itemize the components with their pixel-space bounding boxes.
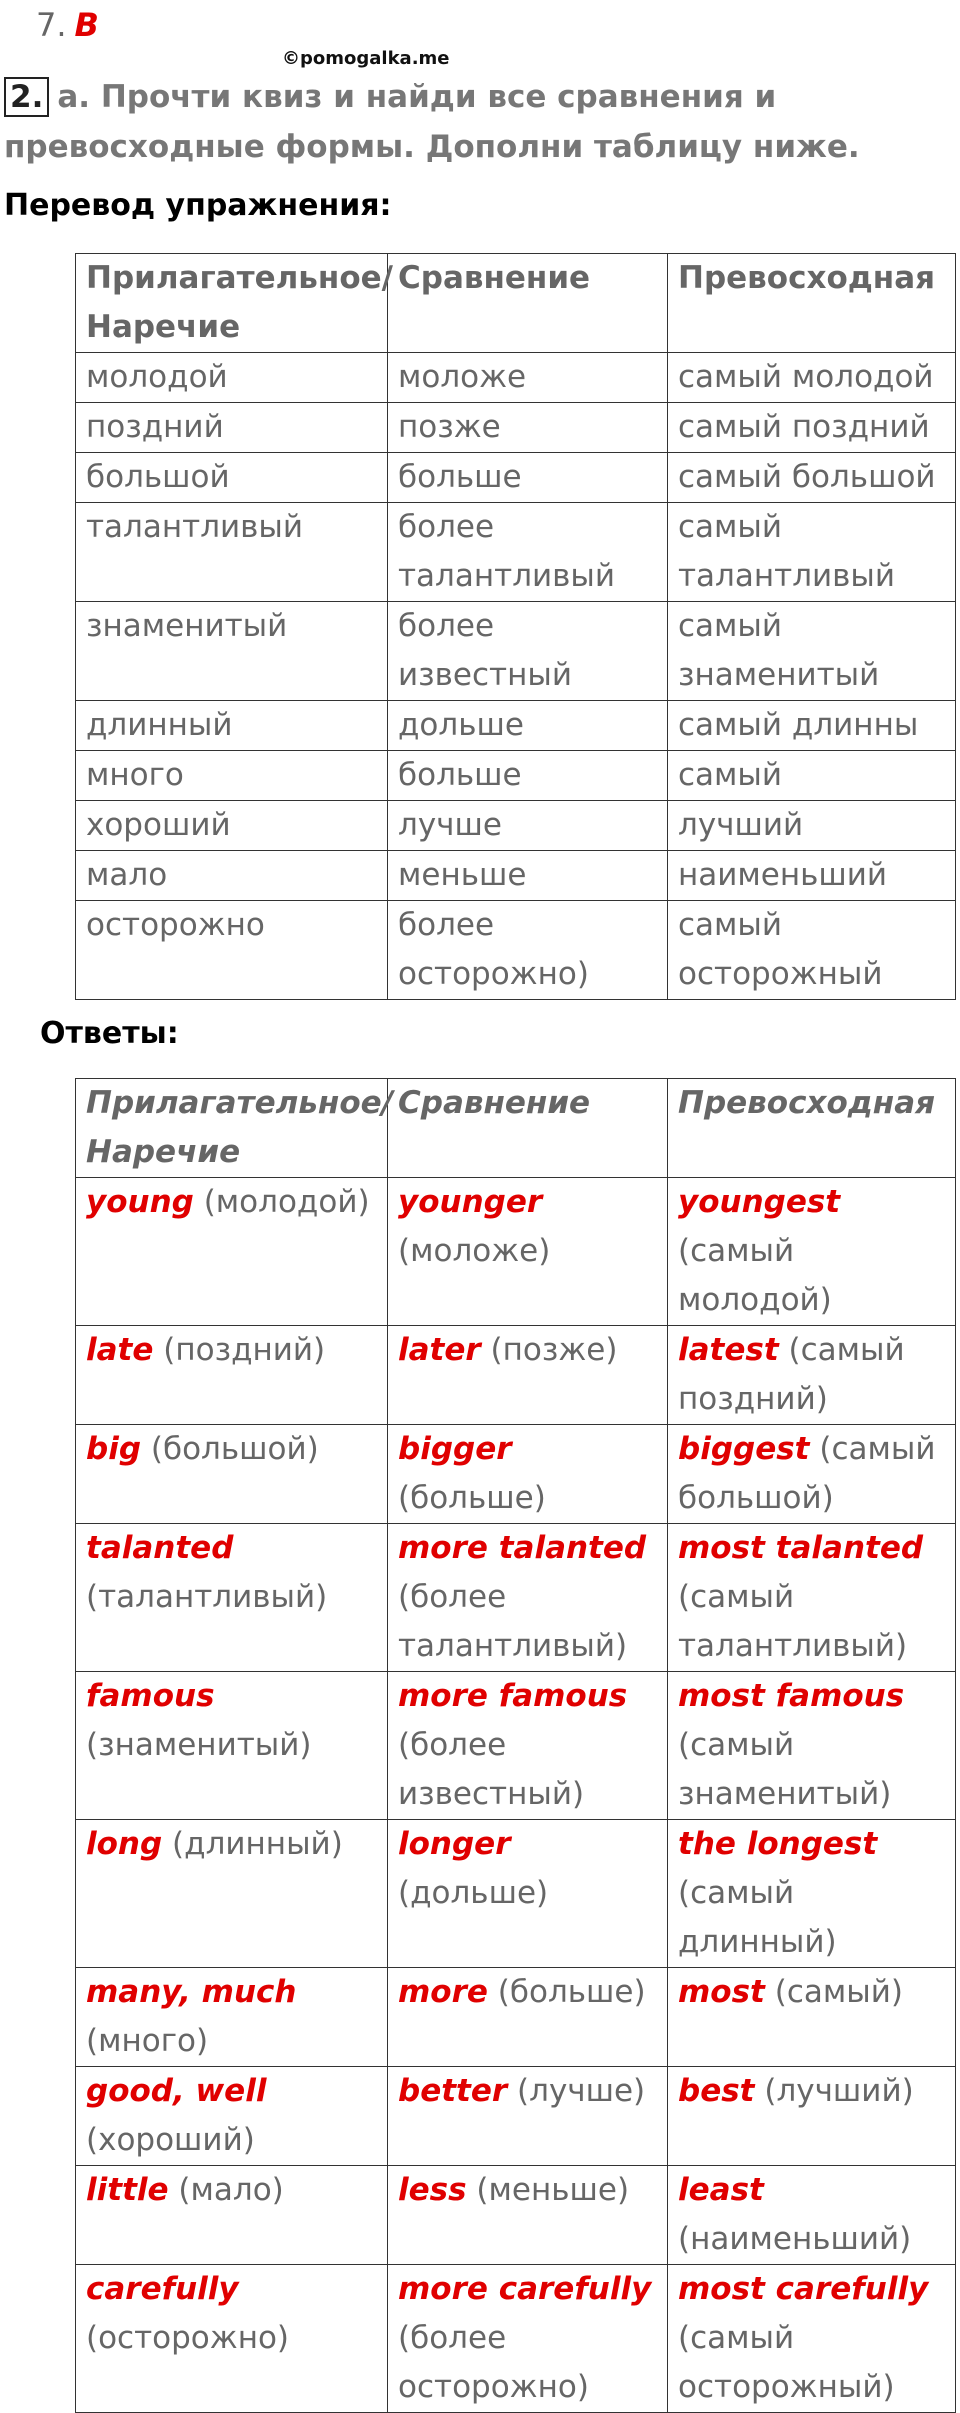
translation-row	[76, 751, 956, 801]
answer-english: the longest	[678, 1826, 878, 1862]
translation-cell: знаменитый	[76, 602, 388, 701]
answers-cell	[76, 1178, 388, 1326]
answers-cell	[76, 2166, 388, 2265]
answers-header-row	[76, 1079, 956, 1178]
answer-english: bigger	[398, 1431, 512, 1467]
answer-russian: (более осторожно)	[398, 2320, 589, 2405]
translation-header-cell: Прилагательное/ Наречие	[76, 254, 388, 353]
translation-header-cell: Превосходная	[668, 254, 956, 353]
translation-cell: много	[76, 751, 388, 801]
answers-cell	[76, 1968, 388, 2067]
answers-table	[75, 1078, 956, 2413]
answers-cell	[388, 1524, 668, 1672]
translation-cell: мало	[76, 851, 388, 901]
answers-cell	[76, 1425, 388, 1524]
answers-row	[76, 1968, 956, 2067]
answers-row	[76, 1524, 956, 1672]
answer-russian: (самый знаменитый)	[678, 1727, 892, 1812]
answer-english: least	[678, 2172, 764, 2208]
task-text: a. Прочти квиз и найди все сравнения и превосходные формы. Дополни таблицу ниже.	[4, 79, 860, 165]
answer-russian: (самый)	[774, 1974, 903, 2010]
answers-header-cell: Сравнение	[388, 1079, 668, 1178]
translation-cell: лучший	[668, 801, 956, 851]
answer-english: youngest	[678, 1184, 841, 1220]
answer-russian: (дольше)	[398, 1875, 549, 1911]
translation-header-cell: Сравнение	[388, 254, 668, 353]
translation-cell: более осторожно)	[388, 901, 668, 1000]
answers-cell	[76, 1326, 388, 1425]
answers-cell	[388, 1178, 668, 1326]
translation-cell: хороший	[76, 801, 388, 851]
answer-russian: (поздний)	[163, 1332, 326, 1368]
translation-cell: лучше	[388, 801, 668, 851]
watermark: ©pomogalka.me	[282, 48, 450, 69]
answer-russian: (больше)	[398, 1480, 546, 1516]
translation-row	[76, 503, 956, 602]
answer-english: long	[86, 1826, 163, 1862]
answer-english: biggest	[678, 1431, 810, 1467]
answer-english: later	[398, 1332, 481, 1368]
answer-russian: (много)	[86, 2023, 209, 2059]
translation-cell: меньше	[388, 851, 668, 901]
answers-cell	[76, 2265, 388, 2413]
answers-cell	[76, 2067, 388, 2166]
translation-cell: самый большой	[668, 453, 956, 503]
translation-cell: талантливый	[76, 503, 388, 602]
answer-english: better	[398, 2073, 508, 2109]
answer-russian: (самый длинный)	[678, 1875, 837, 1960]
answer-english: more	[398, 1974, 488, 2010]
answer-russian: (талантливый)	[86, 1579, 328, 1615]
translation-row	[76, 453, 956, 503]
answer-english: more famous	[398, 1678, 628, 1714]
answer-english: most famous	[678, 1678, 905, 1714]
translation-cell: более талантливый	[388, 503, 668, 602]
answers-header-cell: Превосходная	[668, 1079, 956, 1178]
answer-english: longer	[398, 1826, 511, 1862]
answers-cell	[668, 2166, 956, 2265]
answer-english: best	[678, 2073, 755, 2109]
answers-cell	[388, 1820, 668, 1968]
answers-cell	[668, 1326, 956, 1425]
answers-row	[76, 2265, 956, 2413]
answer-russian: (лучший)	[764, 2073, 914, 2109]
answer-russian: (самый талантливый)	[678, 1579, 908, 1664]
answers-cell	[76, 1820, 388, 1968]
answer-english: talanted	[86, 1530, 234, 1566]
answer-russian: (более талантливый)	[398, 1579, 628, 1664]
translation-cell: самый знаменитый	[668, 602, 956, 701]
translation-cell: самый поздний	[668, 403, 956, 453]
translation-cell: больше	[388, 453, 668, 503]
translation-row	[76, 353, 956, 403]
answer-english: less	[398, 2172, 467, 2208]
translation-cell: самый осторожный	[668, 901, 956, 1000]
answer-english: little	[86, 2172, 169, 2208]
answer-english: more carefully	[398, 2271, 652, 2307]
answer-russian: (большой)	[150, 1431, 319, 1467]
translation-cell: поздний	[76, 403, 388, 453]
answers-row	[76, 1178, 956, 1326]
answer-english: latest	[678, 1332, 779, 1368]
answers-cell	[76, 1672, 388, 1820]
answers-cell	[76, 1524, 388, 1672]
translation-cell: самый талантливый	[668, 503, 956, 602]
translation-cell: позже	[388, 403, 668, 453]
answers-row	[76, 2166, 956, 2265]
answer-russian: (больше)	[497, 1974, 646, 2010]
exercise-number: 7.	[36, 6, 67, 44]
answers-cell	[388, 2265, 668, 2413]
translation-cell: моложе	[388, 353, 668, 403]
translation-row	[76, 403, 956, 453]
answer-russian: (длинный)	[172, 1826, 343, 1862]
translation-cell: наименьший	[668, 851, 956, 901]
answer-russian: (позже)	[490, 1332, 618, 1368]
answers-header-cell: Прилагательное/ Наречие	[76, 1079, 388, 1178]
translation-cell: дольше	[388, 701, 668, 751]
answers-cell	[668, 1820, 956, 1968]
answer-russian: (мало)	[178, 2172, 284, 2208]
answer-russian: (знаменитый)	[86, 1727, 312, 1763]
answers-cell	[668, 1968, 956, 2067]
answer-english: most	[678, 1974, 765, 2010]
answer-english: late	[86, 1332, 154, 1368]
answer-russian: (более известный)	[398, 1727, 585, 1812]
answer-russian: (осторожно)	[86, 2320, 290, 2356]
answer-english: most carefully	[678, 2271, 929, 2307]
answers-row	[76, 1425, 956, 1524]
answer-russian: (самый молодой)	[678, 1233, 832, 1318]
answers-row	[76, 1326, 956, 1425]
answer-english: many, much	[86, 1974, 297, 2010]
answer-russian: (моложе)	[398, 1233, 551, 1269]
answers-row	[76, 1672, 956, 1820]
answer-russian: (самый большой)	[678, 1431, 936, 1516]
translation-row	[76, 801, 956, 851]
answers-cell	[668, 1425, 956, 1524]
answers-cell	[668, 2067, 956, 2166]
answer-english: carefully	[86, 2271, 239, 2307]
translation-row	[76, 701, 956, 751]
answer-english: big	[86, 1431, 142, 1467]
answer-english: younger	[398, 1184, 543, 1220]
translation-cell: больше	[388, 751, 668, 801]
answers-row	[76, 1820, 956, 1968]
task-number-box: 2.	[4, 77, 49, 117]
answers-cell	[388, 1968, 668, 2067]
translation-title: Перевод упражнения:	[4, 188, 392, 223]
answer-russian: (хороший)	[86, 2122, 255, 2158]
answers-row	[76, 2067, 956, 2166]
answers-cell	[668, 1524, 956, 1672]
answers-cell	[388, 2166, 668, 2265]
answer-letter: B	[74, 6, 99, 44]
translation-cell: молодой	[76, 353, 388, 403]
answer-russian: (самый осторожный)	[678, 2320, 895, 2405]
translation-row	[76, 901, 956, 1000]
task-statement	[4, 72, 954, 172]
answer-russian: (меньше)	[476, 2172, 630, 2208]
answer-english: most talanted	[678, 1530, 924, 1566]
answer-russian: (наименьший)	[678, 2221, 912, 2257]
answers-cell	[668, 1178, 956, 1326]
answers-title: Ответы:	[40, 1016, 179, 1051]
translation-table	[75, 253, 956, 1000]
answer-english: good, well	[86, 2073, 267, 2109]
exercise-number-line	[36, 6, 99, 44]
translation-cell: самый	[668, 751, 956, 801]
translation-cell: самый длинны	[668, 701, 956, 751]
answer-english: young	[86, 1184, 194, 1220]
answers-cell	[668, 2265, 956, 2413]
translation-cell: более известный	[388, 602, 668, 701]
answer-russian: (лучше)	[517, 2073, 646, 2109]
answers-cell	[388, 1326, 668, 1425]
answer-english: more talanted	[398, 1530, 647, 1566]
answer-russian: (молодой)	[203, 1184, 370, 1220]
translation-cell: самый молодой	[668, 353, 956, 403]
translation-cell: длинный	[76, 701, 388, 751]
answers-cell	[388, 1425, 668, 1524]
answers-cell	[668, 1672, 956, 1820]
translation-row	[76, 851, 956, 901]
answer-russian: (самый поздний)	[678, 1332, 905, 1417]
answer-english: famous	[86, 1678, 215, 1714]
answers-cell	[388, 1672, 668, 1820]
translation-cell: большой	[76, 453, 388, 503]
translation-header-row	[76, 254, 956, 353]
translation-row	[76, 602, 956, 701]
translation-cell: осторожно	[76, 901, 388, 1000]
answers-cell	[388, 2067, 668, 2166]
